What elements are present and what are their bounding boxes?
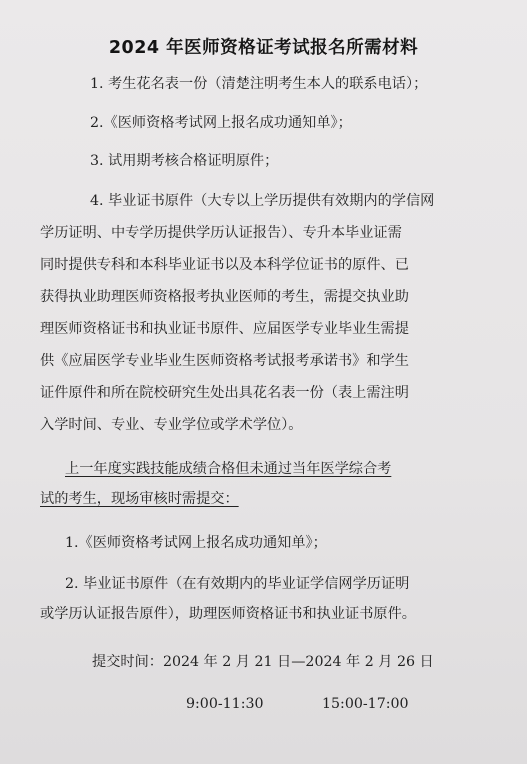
item-4-line: 供《应届医学专业毕业生医师资格考试报考承诺书》和学生 bbox=[40, 353, 409, 369]
submission-dates: 提交时间：2024 年 2 月 21 日—2024 年 2 月 26 日 bbox=[92, 654, 434, 670]
document-title: 2024 年医师资格证考试报名所需材料 bbox=[108, 38, 419, 58]
item-1-roster: 1. 考生花名表一份（清楚注明考生本人的联系电话）； bbox=[90, 76, 428, 92]
item-4-line: 获得执业助理医师资格报考执业医师的考生，需提交执业助 bbox=[40, 289, 409, 305]
submission-afternoon-hours: 15:00-17:00 bbox=[322, 696, 409, 712]
section-2-heading: 上一年度实践技能成绩合格但未通过当年医学综合考 bbox=[65, 461, 392, 477]
item-4-line: 4. 毕业证书原件（大专以上学历提供有效期内的学信网 bbox=[90, 193, 435, 209]
section-2-heading: 试的考生，现场审核时需提交： bbox=[40, 491, 239, 507]
item-4-line: 理医师资格证书和执业证书原件、应届医学专业毕业生需提 bbox=[40, 321, 409, 337]
item-2-notice: 2.《医师资格考试网上报名成功通知单》； bbox=[90, 115, 352, 131]
submission-morning-hours: 9:00-11:30 bbox=[186, 696, 264, 712]
section-2-item-2: 或学历认证报告原件），助理医师资格证书和执业证书原件。 bbox=[40, 606, 416, 622]
item-3-probation: 3. 试用期考核合格证明原件； bbox=[90, 153, 279, 169]
section-2-item-2: 2. 毕业证书原件（在有效期内的毕业证学信网学历证明 bbox=[65, 576, 410, 592]
item-4-line: 证件原件和所在院校研究生处出具花名表一份（表上需注明 bbox=[40, 385, 409, 401]
item-4-line: 同时提供专科和本科毕业证书以及本科学位证书的原件、已 bbox=[40, 257, 409, 273]
item-4-line: 入学时间、专业、专业学位或学术学位）。 bbox=[40, 417, 303, 433]
item-4-line: 学历证明、中专学历提供学历认证报告）、专升本毕业证需 bbox=[40, 225, 402, 241]
section-2-item-1: 1.《医师资格考试网上报名成功通知单》； bbox=[65, 535, 327, 551]
